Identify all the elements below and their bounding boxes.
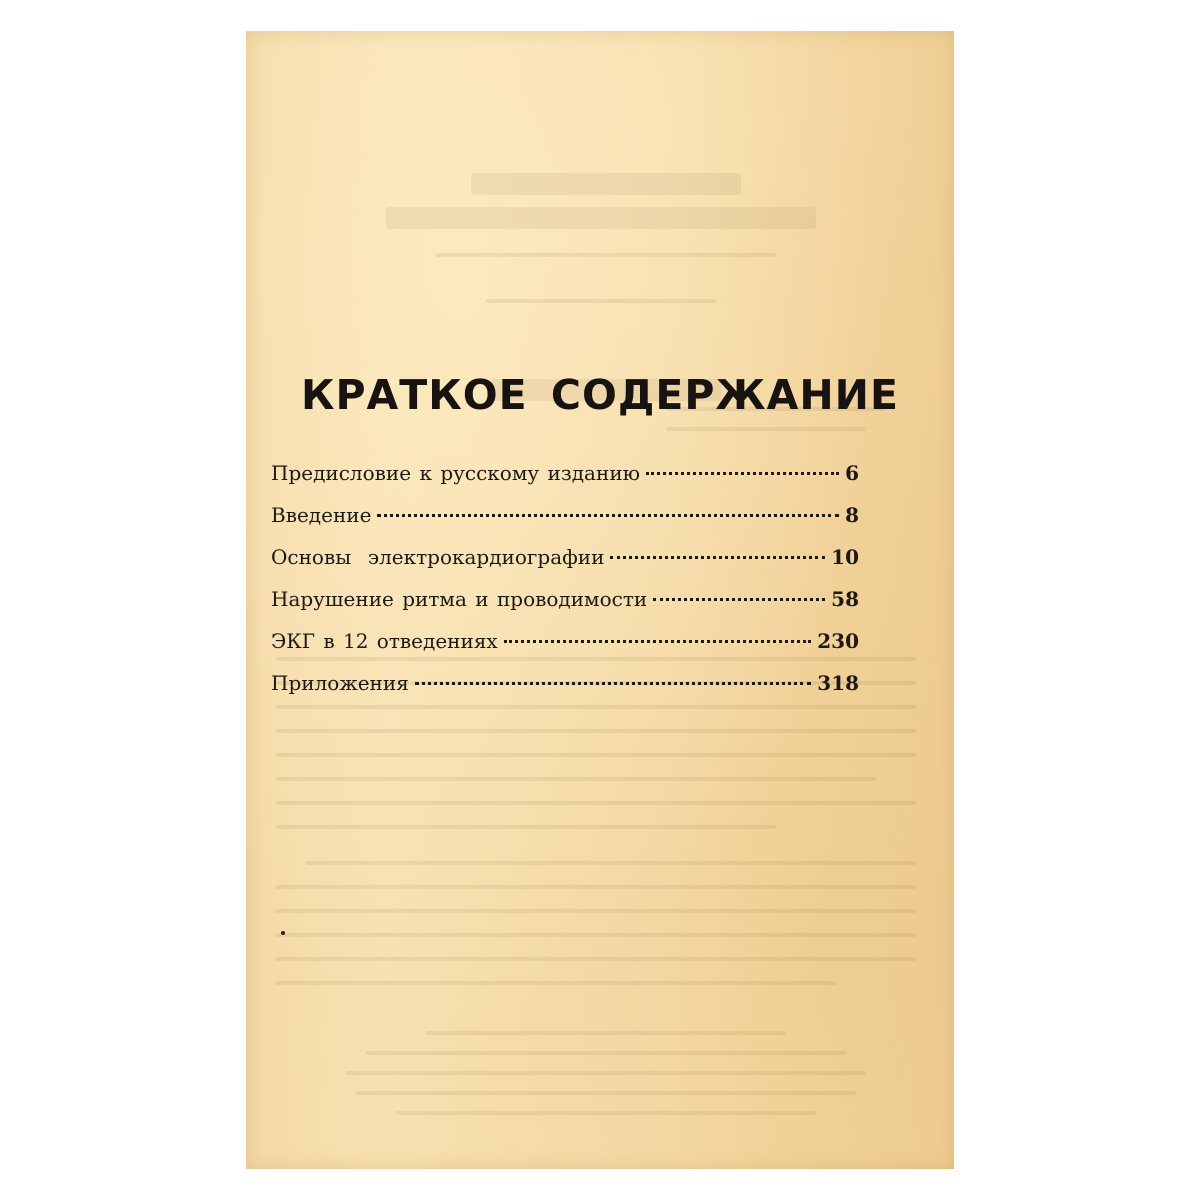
toc-entry-label: Основы электрокардиографии: [271, 545, 605, 569]
toc-leader-dots: [415, 682, 811, 685]
toc-entry-label: Предисловие к русскому изданию: [271, 461, 641, 485]
toc-entry-label: Приложения: [271, 671, 409, 695]
toc-entry: [271, 629, 859, 671]
toc-entry-label: Нарушение ритма и проводимости: [271, 587, 648, 611]
toc-entry-label: Введение: [271, 503, 372, 527]
toc-entry-page: 230: [817, 629, 859, 653]
toc-leader-dots: [377, 514, 839, 517]
toc-entry-page: 6: [845, 461, 859, 485]
toc-leader-dots: [504, 640, 812, 643]
book-page: [246, 31, 954, 1169]
toc-entry: [271, 587, 859, 629]
toc-entry-page: 10: [831, 545, 859, 569]
toc-leader-dots: [610, 556, 825, 559]
toc-leader-dots: [653, 598, 825, 601]
page-title: КРАТКОЕ СОДЕРЖАНИЕ: [301, 371, 899, 420]
toc-entry-label: ЭКГ в 12 отведениях: [271, 629, 498, 653]
toc-entry: [271, 503, 859, 545]
toc-entry-page: 318: [817, 671, 859, 695]
toc-entry: [271, 545, 859, 587]
toc-entry: [271, 461, 859, 503]
toc-entry-page: 8: [845, 503, 859, 527]
toc-entry-page: 58: [831, 587, 859, 611]
toc-entry: [271, 671, 859, 713]
toc-leader-dots: [646, 472, 839, 475]
table-of-contents: [271, 461, 859, 713]
ink-speck: [281, 931, 285, 935]
